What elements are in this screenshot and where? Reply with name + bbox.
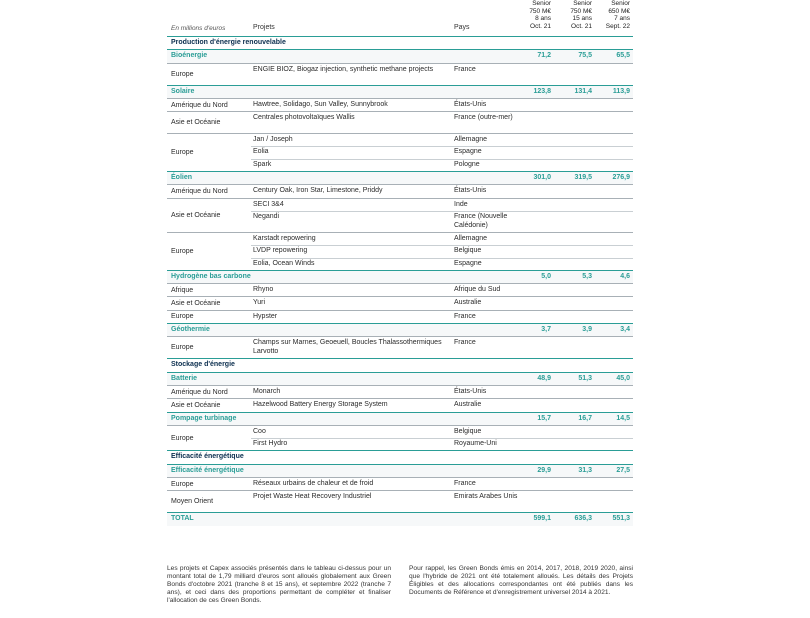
- table-row: [167, 385, 633, 398]
- category-row: [167, 49, 633, 62]
- section-label: Production d'énergie renouvelable: [171, 39, 286, 46]
- country-name: Espagne: [454, 259, 482, 267]
- projects-column-header: Projets: [253, 24, 275, 31]
- project-name: Eolia: [253, 148, 269, 156]
- region-label: Amérique du Nord: [171, 188, 228, 196]
- category-label: Pompage turbinage: [171, 414, 237, 422]
- footnote-right: Pour rappel, les Green Bonds émis en 2014, 2017, 2018, 2019 2020, ainsi que l'hybride de 2021 ont été totalement alloués. Les détails des Projets Éligibles et des allocations correspondantes ont été publiés dans les Documents de Référence et d'enregistrement universel 2014 à 2021.: [409, 565, 633, 596]
- value-3: 3,4: [620, 326, 630, 334]
- total-label: TOTAL: [171, 515, 194, 523]
- country-name: Allemagne: [454, 136, 488, 144]
- value-2: 5,3: [582, 272, 592, 280]
- country-name: Belgique: [454, 247, 482, 255]
- category-label: Hydrogène bas carbone: [171, 272, 251, 280]
- table-row: [167, 398, 633, 411]
- project-name: First Hydro: [253, 440, 288, 448]
- unit-label: En millions d'euros: [171, 25, 226, 32]
- category-label: Géothermie: [171, 326, 210, 334]
- green-bond-allocation-table: [167, 0, 633, 526]
- table-row: [167, 232, 633, 270]
- section-row: [167, 450, 633, 463]
- country-name: France: [454, 312, 476, 320]
- project-name: Projet Waste Heat Recovery Industriel: [253, 493, 372, 501]
- project-name: SECI 3&4: [253, 200, 284, 208]
- region-label: Moyen Orient: [171, 498, 214, 506]
- table-row: [167, 477, 633, 490]
- project-name: Monarch: [253, 387, 281, 395]
- country-name: Allemagne: [454, 234, 488, 242]
- table-row: [167, 310, 633, 323]
- table-row: [167, 111, 633, 133]
- table-row: [167, 296, 633, 309]
- country-name: France (outre-mer): [454, 114, 513, 122]
- category-row: [167, 412, 633, 425]
- country-name: France (Nouvelle Calédonie): [454, 212, 508, 229]
- value-2: 51,3: [578, 374, 592, 382]
- value-1: 5,0: [541, 272, 551, 280]
- total-row: [167, 512, 633, 525]
- project-name: Jan / Joseph: [253, 136, 293, 144]
- table-row: [167, 336, 633, 358]
- value-3: 65,5: [616, 52, 630, 60]
- country-name: Espagne: [454, 148, 482, 156]
- project-name: Negandi: [253, 212, 280, 220]
- project-name: Hypster: [253, 312, 278, 320]
- country-column-header: Pays: [454, 24, 470, 31]
- table-row: [167, 133, 633, 171]
- region-label: Asie et Océanie: [171, 401, 221, 409]
- value-2: 3,9: [582, 326, 592, 334]
- category-label: Éolien: [171, 174, 193, 182]
- project-name: Centrales photovoltaïques Wallis: [253, 114, 355, 122]
- project-name: Champs sur Marnes, Geoeuell, Boucles Thalassothermiques Larvotto: [253, 339, 442, 356]
- category-row: [167, 171, 633, 184]
- category-label: Batterie: [171, 374, 198, 382]
- country-name: États-Unis: [454, 387, 487, 395]
- project-name: ENGIE BIOZ, Biogaz injection, synthetic methane projects: [253, 65, 434, 73]
- country-name: États-Unis: [454, 187, 487, 195]
- project-name: Century Oak, Iron Star, Limestone, Priddy: [253, 187, 383, 195]
- region-label: Europe: [171, 344, 194, 352]
- category-row: [167, 270, 633, 283]
- project-name: Spark: [253, 160, 272, 168]
- category-row: [167, 372, 633, 385]
- country-name: Pologne: [454, 160, 480, 168]
- value-3: 113,9: [612, 87, 630, 95]
- value-1: 123,8: [533, 87, 551, 95]
- value-2: 16,7: [578, 414, 592, 422]
- country-name: France: [454, 65, 476, 73]
- section-row: [167, 358, 633, 371]
- value-2: 31,3: [578, 466, 592, 474]
- region-label: Europe: [171, 70, 194, 78]
- region-label: Asie et Océanie: [171, 211, 221, 219]
- footnote-left: Les projets et Capex associés présentés dans le tableau ci-dessus pour un montant total de 1,79 milliard d'euros sont alloués globalement aux Green Bonds d'octobre 2021 (tranche 8 et 15 ans), et septembre 2022 (tranche 7 ans), et ceci dans des proportions permettant de compléter et finaliser l'allocation de ces Green Bonds.: [167, 565, 391, 604]
- table-row: [167, 425, 633, 451]
- country-name: États-Unis: [454, 100, 487, 108]
- region-label: Asie et Océanie: [171, 119, 221, 127]
- category-row: [167, 464, 633, 477]
- country-name: Emirats Arabes Unis: [454, 493, 518, 501]
- project-name: Hawtree, Solidago, Sun Valley, Sunnybrook: [253, 100, 388, 108]
- category-label: Efficacité énergétique: [171, 466, 244, 474]
- region-label: Europe: [171, 480, 194, 488]
- value-1: 29,9: [537, 466, 551, 474]
- country-name: Australie: [454, 299, 482, 307]
- country-name: France: [454, 339, 476, 347]
- country-name: Australie: [454, 401, 482, 409]
- value-3: 27,5: [616, 466, 630, 474]
- country-name: Afrique du Sud: [454, 286, 501, 294]
- country-name: Inde: [454, 200, 468, 208]
- section-row: [167, 36, 633, 49]
- value-1: 301,0: [533, 174, 551, 182]
- region-label: Europe: [171, 434, 194, 442]
- column-header-3: Senior 650 M€ 7 ans Sept. 22: [605, 0, 630, 30]
- table-row: [167, 184, 633, 197]
- value-1: 48,9: [537, 374, 551, 382]
- region-label: Asie et Océanie: [171, 300, 221, 308]
- column-header-1: Senior 750 M€ 8 ans Oct. 21: [529, 0, 551, 30]
- project-name: Hazelwood Battery Energy Storage System: [253, 401, 388, 409]
- project-name: LVDP repowering: [253, 247, 308, 255]
- country-name: Royaume-Uni: [454, 440, 497, 448]
- value-1: 71,2: [537, 52, 551, 60]
- value-3: 45,0: [616, 374, 630, 382]
- region-label: Europe: [171, 247, 194, 255]
- value-3: 14,5: [616, 414, 630, 422]
- project-name: Rhyno: [253, 286, 274, 294]
- table-row: [167, 63, 633, 85]
- project-name: Yuri: [253, 299, 266, 307]
- section-label: Stockage d'énergie: [171, 361, 235, 369]
- value-3: 4,6: [620, 272, 630, 280]
- region-label: Europe: [171, 313, 194, 321]
- region-label: Amérique du Nord: [171, 388, 228, 396]
- project-name: Coo: [253, 427, 266, 435]
- value-2: 131,4: [574, 87, 592, 95]
- country-name: France: [454, 480, 476, 488]
- category-row: [167, 323, 633, 336]
- value-3: 276,9: [612, 174, 630, 182]
- value-2: 636,3: [574, 515, 592, 523]
- region-label: Europe: [171, 149, 194, 157]
- project-name: Karstadt repowering: [253, 234, 316, 242]
- value-2: 75,5: [578, 52, 592, 60]
- category-label: Bioénergie: [171, 52, 208, 60]
- table-row: [167, 198, 633, 232]
- region-label: Amérique du Nord: [171, 101, 228, 109]
- project-name: Réseaux urbains de chaleur et de froid: [253, 480, 374, 488]
- country-name: Belgique: [454, 427, 482, 435]
- region-label: Afrique: [171, 286, 194, 294]
- table-row: [167, 98, 633, 111]
- value-1: 3,7: [541, 326, 551, 334]
- value-3: 551,3: [612, 515, 630, 523]
- category-label: Solaire: [171, 87, 195, 95]
- table-header: [167, 0, 633, 36]
- section-label: Efficacité énergétique: [171, 453, 244, 461]
- table-row: [167, 490, 633, 512]
- project-name: Eolia, Ocean Winds: [253, 259, 315, 267]
- value-2: 319,5: [574, 174, 592, 182]
- table-row: [167, 283, 633, 296]
- value-1: 15,7: [537, 414, 551, 422]
- column-header-2: Senior 750 M€ 15 ans Oct. 21: [570, 0, 592, 30]
- category-row: [167, 85, 633, 98]
- table-body: [167, 36, 633, 526]
- value-1: 599,1: [533, 515, 551, 523]
